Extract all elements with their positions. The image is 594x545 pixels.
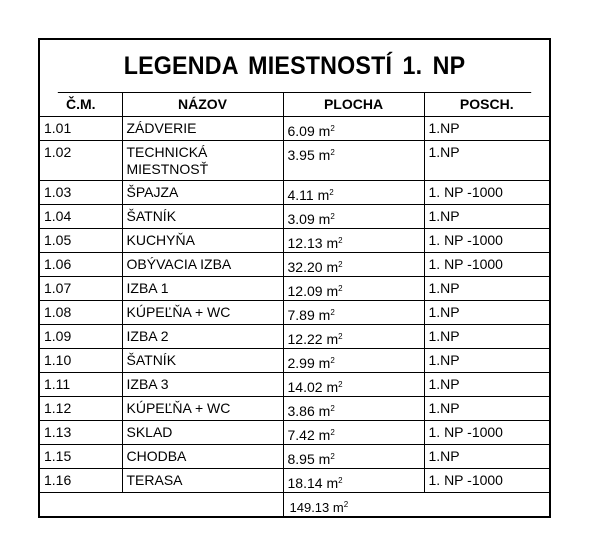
table-row xyxy=(40,469,549,493)
room-area: 32.20 $m^2$ xyxy=(283,253,424,277)
room-number: 1.06 xyxy=(40,253,122,277)
room-floor: 1.NP xyxy=(424,205,549,229)
room-area: 7.89 $m^2$ xyxy=(283,301,424,325)
room-number: 1.08 xyxy=(40,301,122,325)
room-number: 1.09 xyxy=(40,325,122,349)
room-area: 3.86 $m^2$ xyxy=(283,397,424,421)
room-floor: 1.NP xyxy=(424,301,549,325)
table-row xyxy=(40,325,549,349)
room-floor: 1.NP xyxy=(424,325,549,349)
room-number: 1.10 xyxy=(40,349,122,373)
table-row xyxy=(40,445,549,469)
room-area: 2.99 $m^2$ xyxy=(283,349,424,373)
room-floor: 1.NP xyxy=(424,373,549,397)
room-name: TECHNICKÁ MIESTNOSŤ xyxy=(122,141,283,181)
table-row xyxy=(40,373,549,397)
room-number: 1.11 xyxy=(40,373,122,397)
room-floor: 1.NP xyxy=(424,397,549,421)
table-row xyxy=(40,421,549,445)
room-name: IZBA 2 xyxy=(122,325,283,349)
room-area: 7.42 $m^2$ xyxy=(283,421,424,445)
room-number: 1.16 xyxy=(40,469,122,493)
room-area: 6.09 $m^2$ xyxy=(283,117,424,141)
room-floor: 1. NP -1000 xyxy=(424,469,549,493)
table-row xyxy=(40,141,549,181)
table-row xyxy=(40,253,549,277)
room-number: 1.03 xyxy=(40,181,122,205)
room-area: 12.13 $m^2$ xyxy=(283,229,424,253)
room-number: 1.05 xyxy=(40,229,122,253)
room-name: CHODBA xyxy=(122,445,283,469)
room-area: 14.02 $m^2$ xyxy=(283,373,424,397)
room-legend xyxy=(38,38,551,518)
room-floor: 1.NP xyxy=(424,141,549,181)
room-floor: 1. NP -1000 xyxy=(424,253,549,277)
room-number: 1.15 xyxy=(40,445,122,469)
room-name: ŠPAJZA xyxy=(122,181,283,205)
room-area: 3.09 $m^2$ xyxy=(283,205,424,229)
room-name: ŠATNÍK xyxy=(122,205,283,229)
total-label-cell xyxy=(40,493,283,517)
header-room-number: Č.M. xyxy=(40,93,122,117)
header-row xyxy=(40,93,549,117)
room-floor: 1. NP -1000 xyxy=(424,421,549,445)
room-number: 1.04 xyxy=(40,205,122,229)
table-row xyxy=(40,349,549,373)
room-number: 1.01 xyxy=(40,117,122,141)
legend-title: LEGENDA MIESTNOSTÍ 1. NP xyxy=(58,40,531,93)
table-row xyxy=(40,301,549,325)
room-floor: 1.NP xyxy=(424,277,549,301)
room-area: 8.95 $m^2$ xyxy=(283,445,424,469)
table-row xyxy=(40,229,549,253)
room-name: IZBA 1 xyxy=(122,277,283,301)
room-name: KÚPEĽŇA + WC xyxy=(122,397,283,421)
room-name: ZÁDVERIE xyxy=(122,117,283,141)
room-floor: 1. NP -1000 xyxy=(424,181,549,205)
table-row xyxy=(40,205,549,229)
room-area: 3.95 $m^2$ xyxy=(283,141,424,181)
room-name: SKLAD xyxy=(122,421,283,445)
room-number: 1.13 xyxy=(40,421,122,445)
header-room-name: NÁZOV xyxy=(122,93,283,117)
room-floor: 1.NP xyxy=(424,117,549,141)
room-area: 18.14 $m^2$ xyxy=(283,469,424,493)
room-number: 1.07 xyxy=(40,277,122,301)
room-floor: 1.NP xyxy=(424,445,549,469)
table-row xyxy=(40,181,549,205)
room-floor: 1. NP -1000 xyxy=(424,229,549,253)
room-area: 12.09 $m^2$ xyxy=(283,277,424,301)
total-row xyxy=(40,493,549,517)
room-name: IZBA 3 xyxy=(122,373,283,397)
room-name: KÚPEĽŇA + WC xyxy=(122,301,283,325)
room-area: 4.11 $m^2$ xyxy=(283,181,424,205)
room-name: OBÝVACIA IZBA xyxy=(122,253,283,277)
room-name: TERASA xyxy=(122,469,283,493)
room-name: KUCHYŇA xyxy=(122,229,283,253)
room-rows xyxy=(40,117,549,493)
total-area: 149.13 $m^2$ xyxy=(283,493,549,517)
table-row xyxy=(40,117,549,141)
room-floor: 1.NP xyxy=(424,349,549,373)
room-number: 1.12 xyxy=(40,397,122,421)
table-row xyxy=(40,277,549,301)
room-name: ŠATNÍK xyxy=(122,349,283,373)
header-area: PLOCHA xyxy=(283,93,424,117)
room-table xyxy=(40,93,549,516)
room-number: 1.02 xyxy=(40,141,122,181)
header-floor: POSCH. xyxy=(424,93,549,117)
table-row xyxy=(40,397,549,421)
room-area: 12.22 $m^2$ xyxy=(283,325,424,349)
